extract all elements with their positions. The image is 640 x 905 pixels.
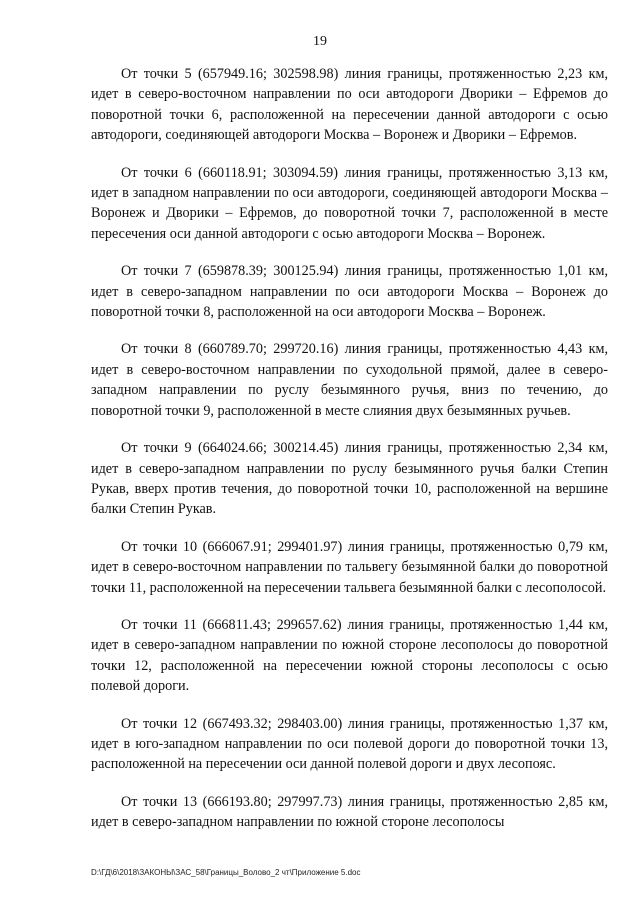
paragraph-point-13: От точки 13 (666193.80; 297997.73) линия границы, протяженностью 2,85 км, идет в северо-западном направлении по южной стороне лесополосы (91, 793, 608, 831)
paragraph-point-7: От точки 7 (659878.39; 300125.94) линия границы, протяженностью 1,01 км, идет в северо-западном направлении по оси автодороги Москва – Воронеж до поворотной точки 8, расположенной на оси автодороги Москва – Воронеж. (91, 263, 608, 321)
paragraph-point-10: От точки 10 (666067.91; 299401.97) линия границы, протяженностью 0,79 км, идет в северо-восточном направлении по тальвегу безымянной балки до поворотной точки 11, расположенной на пересечении тальвега безымянной балки с лесополосой. (91, 538, 608, 596)
paragraph-point-5: От точки 5 (657949.16; 302598.98) линия границы, протяженностью 2,23 км, идет в северо-восточном направлении по оси автодороги Дворики – Ефремов до поворотной точки 6, расположенной на пересечении данной автодороги с осью автодороги, соединяющей автодороги Москва – Воронеж и Дворики – Ефремов. (91, 66, 608, 144)
page-number: 19 (313, 34, 327, 49)
paragraph-point-6: От точки 6 (660118.91; 303094.59) линия границы, протяженностью 3,13 км, идет в западном направлении по оси автодороги, соединяющей автодороги Москва – Воронеж и Дворики – Ефремов, до поворотной точки 7, расположенной в месте пересечения оси данной автодороги с осью автодороги Москва – Воронеж. (91, 164, 608, 242)
footer-file-path: D:\ГД\6\2018\ЗАКОНЫ\ЗАС_58\Границы_Волово_2 чт\Приложение 5.doc (91, 868, 361, 877)
paragraph-point-8: От точки 8 (660789.70; 299720.16) линия границы, протяженностью 4,43 км, идет в северо-восточном направлении по суходольной прямой, далее в северо-западном направлении по руслу безымянного ручья, вниз по течению, до поворотной точки 9, расположенной в месте слияния двух безымянных ручьев. (91, 341, 608, 419)
paragraph-point-9: От точки 9 (664024.66; 300214.45) линия границы, протяженностью 2,34 км, идет в северо-западном направлении по руслу безымянного ручья балки Степин Рукав, вверх против течения, до поворотной точки 10, расположенной на вершине балки Степин Рукав. (91, 440, 608, 518)
document-body (91, 64, 608, 850)
paragraph-point-11: От точки 11 (666811.43; 299657.62) линия границы, протяженностью 1,44 км, идет в северо-западном направлении по южной стороне лесополосы до поворотной точки 12, расположенной на пересечении южной стороны лесополосы с осью полевой дороги. (91, 616, 608, 695)
paragraph-point-12: От точки 12 (667493.32; 298403.00) линия границы, протяженностью 1,37 км, идет в юго-западном направлении по оси полевой дороги до поворотной точки 13, расположенной на пересечении оси данной полевой дороги и двух лесопояс. (91, 715, 608, 773)
